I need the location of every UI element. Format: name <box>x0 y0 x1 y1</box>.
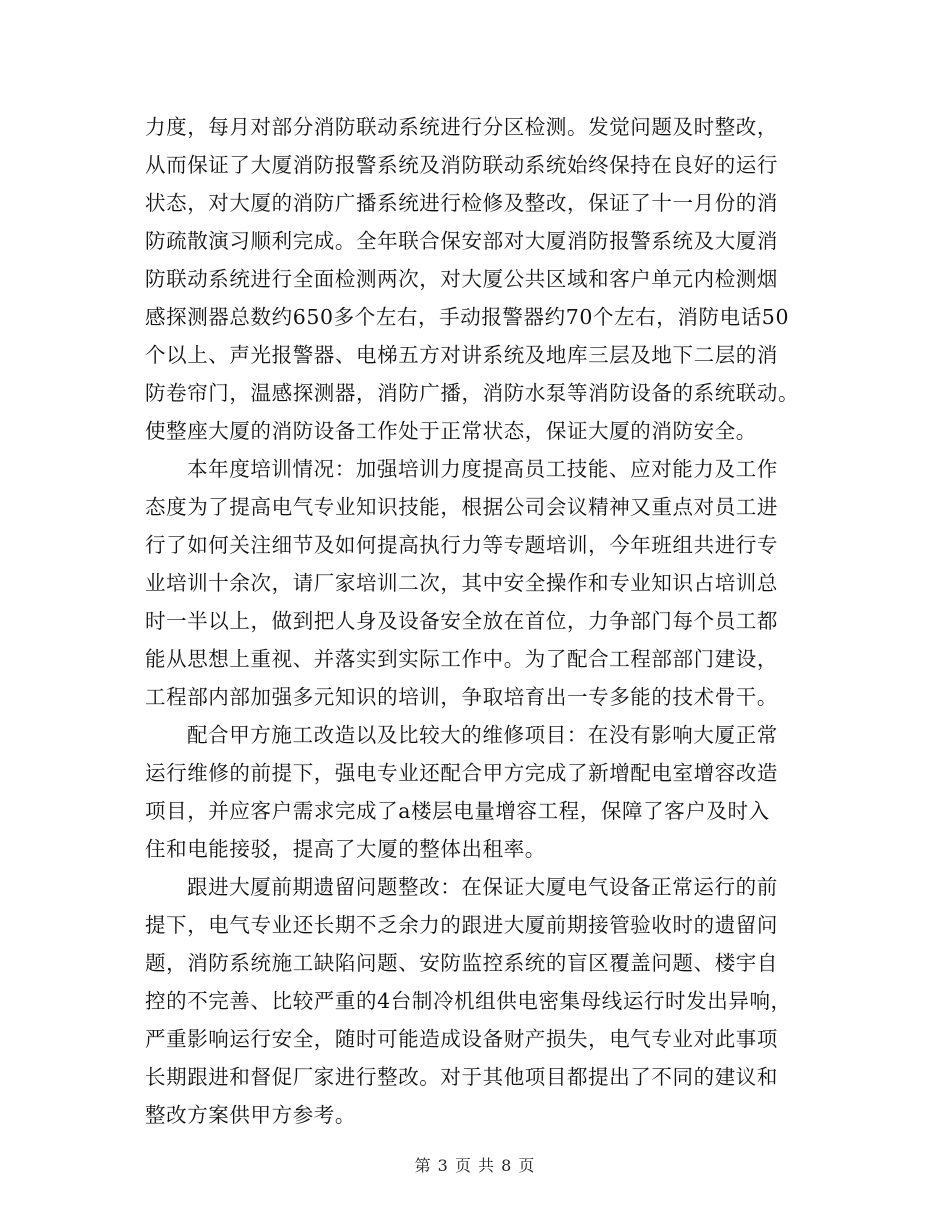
document-body <box>145 108 805 1134</box>
text-line: 提下，电气专业还长期不乏余力的跟进大厦前期接管验收时的遗留问 <box>145 913 778 937</box>
text-line: 住和电能接驳，提高了大厦的整体出租率。 <box>145 837 546 861</box>
text-line: 使整座大厦的消防设备工作处于正常状态，保证大厦的消防安全。 <box>145 419 757 443</box>
paragraph-start-training: 本年度培训情况：加强培训力度提高员工技能、应对能力及工作 <box>187 457 778 481</box>
text-line: 感探测器总数约650多个左右，手动报警器约70个左右，消防电话50 <box>145 305 790 329</box>
text-line: 力度，每月对部分消防联动系统进行分区检测。发觉问题及时整改， <box>145 115 778 139</box>
text-line: 防卷帘门，温感探测器，消防广播，消防水泵等消防设备的系统联动。 <box>145 381 800 405</box>
text-line: 状态，对大厦的消防广播系统进行检修及整改，保证了十一月份的消 <box>145 191 778 215</box>
text-line: 时一半以上，做到把人身及设备安全放在首位，力争部门每个员工都 <box>145 609 778 633</box>
text-line: 工程部内部加强多元知识的培训，争取培育出一专多能的技术骨干。 <box>145 685 778 709</box>
text-line: 运行维修的前提下，强电专业还配合甲方完成了新增配电室增容改造 <box>145 761 778 785</box>
paragraph-start-legacy-issues: 跟进大厦前期遗留问题整改：在保证大厦电气设备正常运行的前 <box>187 875 778 899</box>
text-line: 长期跟进和督促厂家进行整改。对于其他项目都提出了不同的建议和 <box>145 1065 778 1089</box>
page-number-footer: 第 3 页 共 8 页 <box>414 1156 536 1175</box>
text-line: 项目，并应客户需求完成了a楼层电量增容工程，保障了客户及时入 <box>145 799 770 823</box>
text-line: 严重影响运行安全，随时可能造成设备财产损失，电气专业对此事项 <box>145 1027 778 1051</box>
text-line: 整改方案供甲方参考。 <box>145 1103 356 1127</box>
text-line: 个以上、声光报警器、电梯五方对讲系统及地库三层及地下二层的消 <box>145 343 778 367</box>
text-line: 控的不完善、比较严重的4台制冷机组供电密集母线运行时发出异响， <box>145 989 792 1013</box>
text-line: 态度为了提高电气专业知识技能，根据公司会议精神又重点对员工进 <box>145 495 778 519</box>
text-line: 防疏散演习顺利完成。全年联合保安部对大厦消防报警系统及大厦消 <box>145 229 778 253</box>
text-line: 业培训十余次，请厂家培训二次，其中安全操作和专业知识占培训总 <box>145 571 778 595</box>
paragraph-start-renovation: 配合甲方施工改造以及比较大的维修项目：在没有影响大厦正常 <box>187 723 778 747</box>
text-line: 能从思想上重视、并落实到实际工作中。为了配合工程部部门建设， <box>145 647 778 671</box>
text-line: 题，消防系统施工缺陷问题、安防监控系统的盲区覆盖问题、楼宇自 <box>145 951 778 975</box>
text-line: 防联动系统进行全面检测两次，对大厦公共区域和客户单元内检测烟 <box>145 267 778 291</box>
text-line: 行了如何关注细节及如何提高执行力等专题培训，今年班组共进行专 <box>145 533 778 557</box>
text-line: 从而保证了大厦消防报警系统及消防联动系统始终保持在良好的运行 <box>145 153 778 177</box>
